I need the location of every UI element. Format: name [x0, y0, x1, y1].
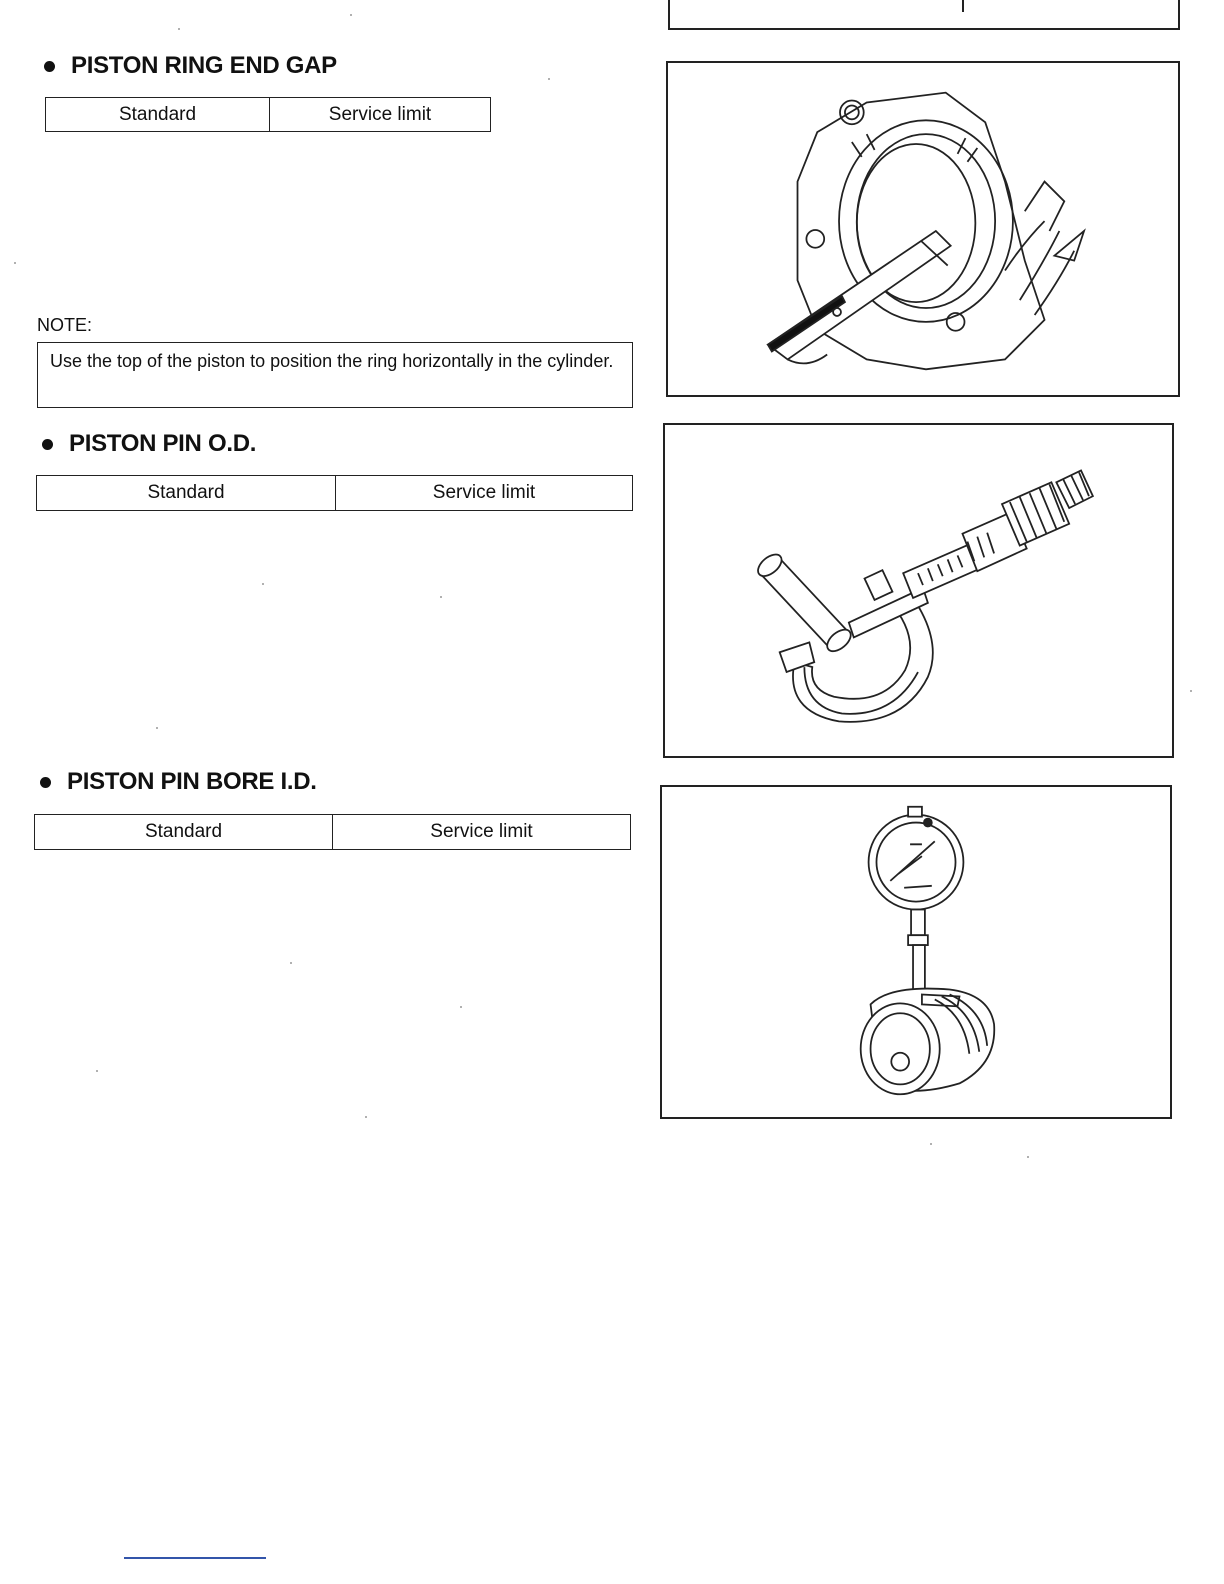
standard-header: Standard [144, 821, 223, 842]
spec-table-ring-end-gap [45, 97, 491, 132]
feeler-gauge-cylinder-icon [668, 63, 1178, 395]
service-limit-header: Service limit [332, 815, 630, 849]
section-heading-pin-bore-id [40, 768, 317, 796]
section-title: PISTON RING END GAP [71, 52, 337, 79]
note-label: NOTE: [37, 315, 93, 335]
micrometer-icon [665, 425, 1172, 756]
bullet-icon [40, 777, 51, 788]
previous-figure-frame [668, 0, 1180, 30]
section-heading-ring-end-gap [44, 52, 337, 80]
figure-pin-od [663, 423, 1174, 758]
spec-table-pin-od [36, 475, 633, 511]
note-text: Use the top of the piston to position the ring horizontally in the cylinder. [50, 351, 614, 371]
section-heading-pin-od [42, 430, 256, 458]
bullet-icon [42, 439, 53, 450]
section-title: PISTON PIN O.D. [69, 430, 257, 457]
standard-header: Standard [147, 482, 225, 503]
spec-table-pin-bore-id [34, 814, 631, 850]
service-limit-header: Service limit [335, 476, 632, 510]
figure-ring-end-gap [666, 61, 1180, 397]
section-title: PISTON PIN BORE I.D. [67, 768, 317, 795]
note-box [37, 342, 633, 408]
standard-header: Standard [118, 103, 197, 125]
bullet-icon [44, 61, 55, 72]
footer-rule [124, 1557, 266, 1559]
dial-bore-gauge-icon [662, 787, 1170, 1117]
service-limit-header: Service limit [269, 98, 490, 131]
figure-pin-bore-id [660, 785, 1172, 1119]
